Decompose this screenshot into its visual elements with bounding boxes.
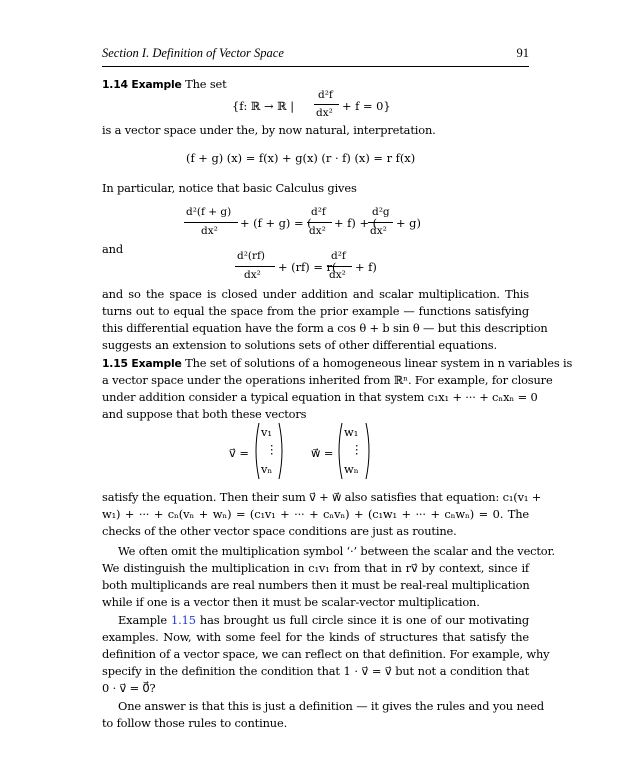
paragraph-line: both multiplicands are real numbers then it must be real-real multiplication (102, 578, 530, 592)
paragraph-line: In particular, notice that basic Calculus gives (102, 181, 357, 195)
fraction-bar (235, 266, 275, 267)
header-rule (102, 66, 529, 67)
paragraph-line: definition of a vector space, we can reflect on that definition. For example, why (102, 647, 550, 661)
eq-frac-num: d²f (311, 206, 326, 218)
fraction-bar (184, 222, 238, 223)
paragraph-line: One answer is that this is just a definition — it gives the rules and you need (118, 699, 544, 713)
eq-text: + (f + g) = ( (240, 216, 312, 230)
paragraph-line: examples. Now, with some feel for the kinds of structures that satisfy the (102, 630, 529, 644)
fraction-bar (314, 104, 339, 105)
example-1-14-heading (102, 76, 529, 93)
paragraph-line (102, 612, 529, 628)
paragraph-line: turns out to equal the space from the prior example — functions satisfying (102, 304, 529, 318)
eq-v-lhs: v⃗ = (229, 446, 249, 460)
example-label: 1.14 Example (102, 78, 182, 91)
eq-frac-num: d²f (318, 89, 333, 101)
v-vector-dots: ⋮ (266, 442, 278, 456)
paragraph-line: to follow those rules to continue. (102, 716, 288, 730)
eq-frac-den: dx² (244, 269, 261, 281)
paragraph-line: this differential equation have the form a cos θ + b sin θ — but this description (102, 321, 548, 335)
fraction-bar (307, 222, 332, 223)
v-vector-top: v₁ (261, 425, 273, 439)
eq-w-lhs: w⃗ = (311, 446, 334, 460)
eq-frac-den: dx² (201, 225, 218, 237)
example-label: 1.15 Example (102, 357, 182, 370)
eq-frac-num: d²(rf) (237, 250, 266, 262)
equation-operations: (f + g) (x) = f(x) + g(x) (r · f) (x) = r f(x) (186, 151, 416, 165)
paragraph-line: a vector space under the operations inherited from ℝⁿ. For example, for closure (102, 373, 553, 387)
eq-set-close: + f = 0} (342, 99, 391, 113)
eq-frac-den: dx² (329, 269, 346, 281)
paragraph-line: under addition consider a typical equation in that system c₁x₁ + ··· + cₙxₙ = 0 (102, 390, 538, 404)
paragraph-line: satisfy the equation. Then their sum v⃗ + w⃗ also satisfies that equation: c₁(v₁ + (102, 490, 542, 504)
paragraph-line: while if one is a vector then it must be scalar-vector multiplication. (102, 595, 480, 609)
w-vector-bottom: wₙ (344, 462, 359, 476)
paragraph-line: and suppose that both these vectors (102, 407, 307, 421)
paragraph-line: We distinguish the multiplication in c₁v₁ from that in rv⃗ by context, since if (102, 561, 529, 575)
eq-frac-num: d²(f + g) (186, 206, 232, 218)
eq-set-open: {f: ℝ → ℝ | (232, 99, 295, 113)
paragraph-line: We often omit the multiplication symbol ‘·’ between the scalar and the vector. (118, 544, 556, 558)
example-ref-link[interactable]: 1.15 (171, 613, 196, 627)
w-vector-dots: ⋮ (351, 442, 363, 456)
eq-frac-den: dx² (316, 107, 333, 119)
paragraph-line: w₁) + ··· + cₙ(vₙ + wₙ) = (c₁v₁ + ··· + cₙvₙ) + (c₁w₁ + ··· + cₙwₙ) = 0. The (102, 507, 529, 521)
eq-frac-num: d²f (331, 250, 346, 262)
eq-text: + (rf) = r( (278, 260, 337, 274)
paragraph-line: 0 · v⃗ = 0⃗? (102, 681, 156, 695)
w-vector-top: w₁ (344, 425, 359, 439)
eq-text: + f) + ( (334, 216, 378, 230)
paragraph-text: Example (118, 613, 172, 627)
section-title: Section I. Definition of Vector Space (102, 46, 284, 60)
paragraph-line: and so the space is closed under addition and scalar multiplication. This (102, 287, 529, 301)
paragraph-line: and (102, 242, 123, 256)
paragraph-line: specify in the definition the condition that 1 · v⃗ = v⃗ but not a condition that (102, 664, 529, 678)
eq-frac-den: dx² (370, 225, 387, 237)
eq-text: + g) (396, 216, 421, 230)
eq-text: + f) (355, 260, 377, 274)
eq-frac-num: d²g (372, 206, 390, 218)
eq-frac-den: dx² (309, 225, 326, 237)
paragraph-line: is a vector space under the, by now natural, interpretation. (102, 123, 436, 137)
page-number: 91 (516, 46, 529, 60)
paragraph-text: has brought us full circle since it is one of our motivating (195, 613, 529, 627)
v-vector-bottom: vₙ (261, 462, 273, 476)
paragraph-line: checks of the other vector space conditions are just as routine. (102, 524, 457, 538)
paragraph-text: The set of solutions of a homogeneous linear system in n variables is (185, 356, 573, 370)
example-1-15-heading (102, 355, 573, 372)
paragraph-line: suggests an extension to solutions sets of other differential equations. (102, 338, 497, 352)
fraction-bar (368, 222, 393, 223)
fraction-bar (327, 266, 352, 267)
paragraph-text: The set (185, 77, 227, 91)
running-head (102, 44, 529, 64)
